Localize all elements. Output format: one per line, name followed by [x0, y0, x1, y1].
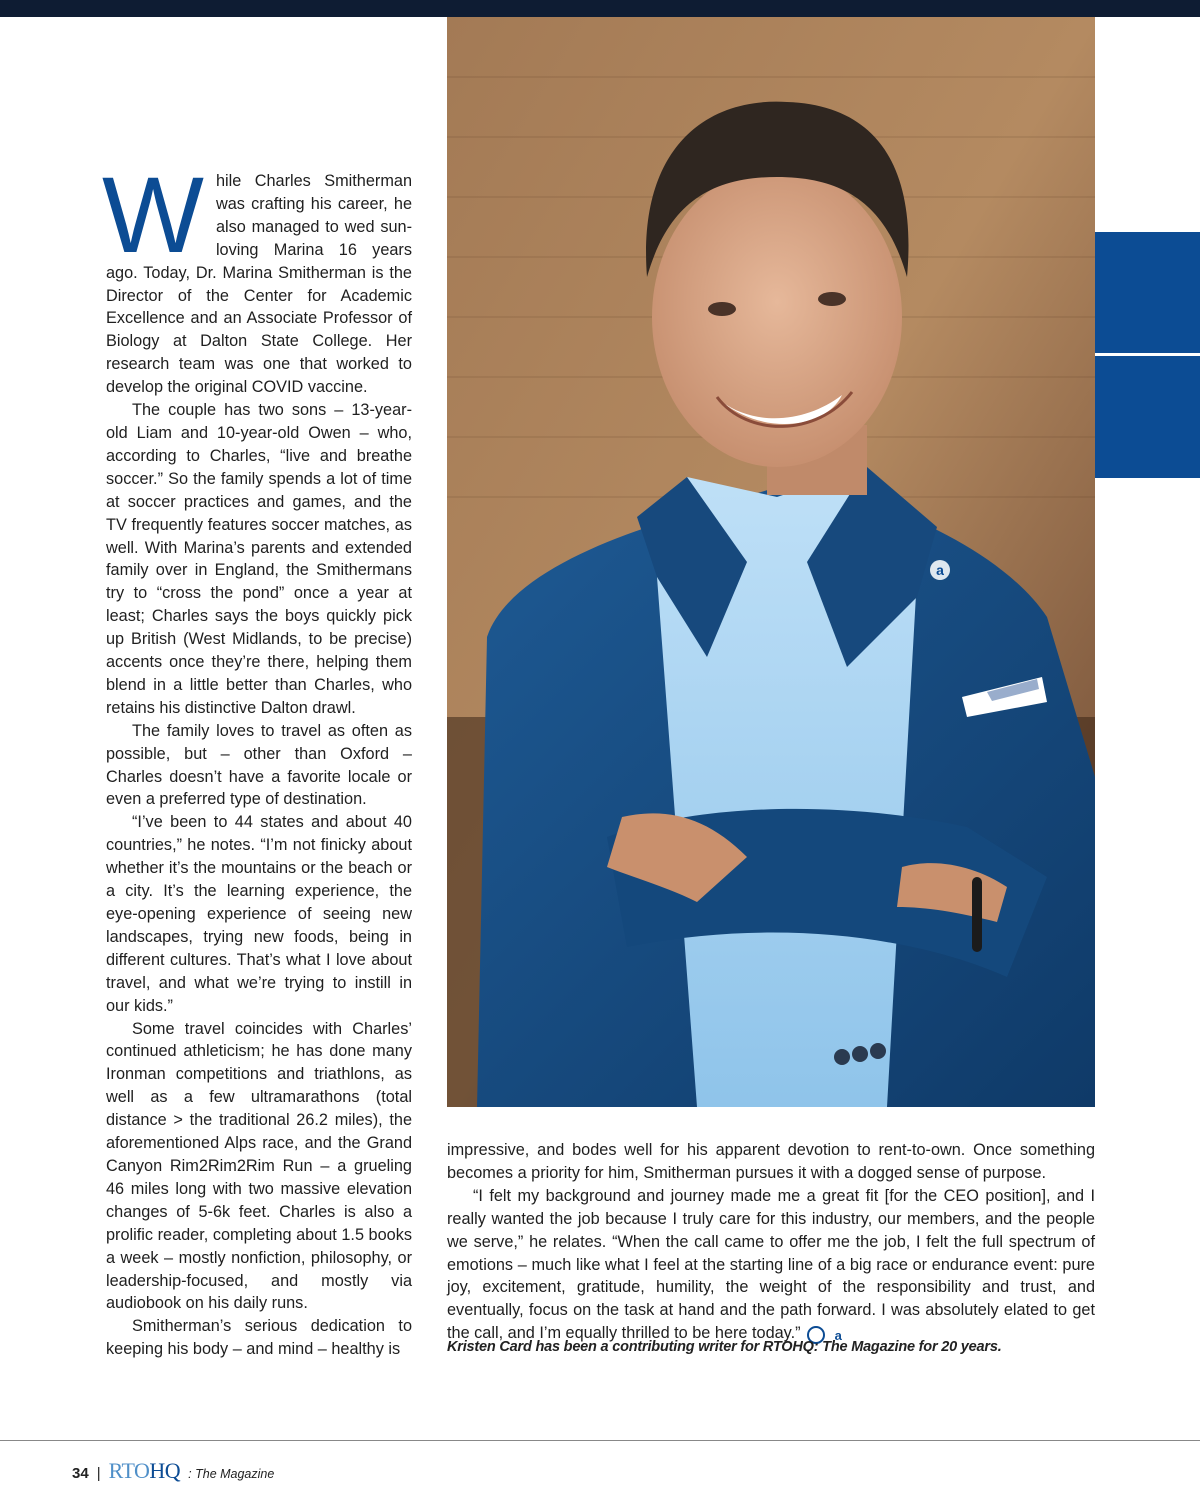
- lapel-pin: a: [936, 562, 944, 578]
- article-left-column: [102, 154, 412, 1361]
- article-paragraph: impressive, and bodes well for his apparent devotion to rent-to-own. Once something becomes a priority for him, Smitherman pursues it with a dogged sense of purpose.: [447, 1141, 1095, 1182]
- paragraph-text: hile Charles Smitherman was crafting his career, he also managed to wed sun-loving Marina 16 years ago. Today, Dr. Marina Smitherman is the Director of the Center for Academic Excellence and an Associate Professor of Biology at Dalton State College. Her research team was one that worked to develop the original COVID vaccine.: [106, 172, 412, 397]
- side-tab-lower: [1095, 356, 1200, 478]
- footer-separator: |: [96, 1465, 101, 1482]
- logo-rto: RTO: [108, 1458, 150, 1483]
- article-right-column: [447, 1139, 1095, 1345]
- top-bar: [0, 0, 1200, 17]
- article-paragraph: The couple has two sons – 13-year-old Liam and 10-year-old Owen – who, according to Charles, “live and breathe soccer.” So the family spends a lot of time at soccer practices and games, and the TV frequently features soccer matches, as well. With Marina’s parents and extended family over in England, the Smithermans try to “cross the pond” once a year at least; Charles says the boys quickly pick up British (West Midlands, to be precise) accents once they’re there, helping them blend in a little better than Charles, who retains his distinctive Dalton drawl.: [106, 401, 412, 717]
- article-paragraph: “I’ve been to 44 states and about 40 countries,” he notes. “I’m not finicky about whether it’s the mountains or the beach or a city. It’s the learning experience, the eye-opening experience of seeing new landscapes, trying new foods, being in different cultures. That’s what I love about travel, and what we’re trying to instill in our kids.”: [106, 813, 412, 1015]
- portrait-photo: [447, 17, 1095, 1107]
- end-of-article-icon: a: [807, 1326, 825, 1344]
- article-paragraph: [447, 1185, 1095, 1345]
- footer-rule: [0, 1440, 1200, 1441]
- article-paragraph: The family loves to travel as often as possible, but – other than Oxford – Charles doesn’t have a favorite locale or even a preferred type of destination.: [106, 721, 412, 809]
- article-paragraph: [102, 154, 412, 399]
- drop-cap: W: [102, 154, 204, 275]
- page-footer: [72, 1458, 274, 1484]
- magazine-logo: [109, 1458, 181, 1484]
- page-number: 34: [72, 1465, 89, 1482]
- magazine-subtitle: : The Magazine: [188, 1467, 275, 1481]
- side-tab-upper: [1095, 232, 1200, 353]
- author-bio: Kristen Card has been a contributing writer for RTOHQ: The Magazine for 20 years.: [447, 1339, 1002, 1355]
- article-paragraph: Some travel coincides with Charles’ continued athleticism; he has done many Ironman competitions and triathlons, as well as a few ultramarathons (total distance > the traditional 26.2 miles), the aforementioned Alps race, and the Grand Canyon Rim2Rim2Rim Run – a grueling 46 miles long with two massive elevation changes of 5-6k feet. Charles is also a prolific reader, completing about 1.5 books a week – mostly nonfiction, philosophy, or leadership-focused, and mostly via audiobook on his daily runs.: [106, 1019, 412, 1313]
- logo-hq: HQ: [149, 1458, 181, 1483]
- paragraph-text: “I felt my background and journey made me a great fit [for the CEO position], and I really wanted the job because I truly care for this industry, our members, and the people we serve,” he relates. “When the call came to offer me the job, I felt the full spectrum of emotions – much like what I feel at the starting line of a big race or endurance event: pure joy, excitement, gratitude, humility, the weight of the responsibility and trust, and eventually, focus on the task at hand and the path forward. I was absolutely elated to get the call, and I’m equally thrilled to be here today.”: [447, 1186, 1095, 1343]
- article-paragraph: Smitherman’s serious dedication to keeping his body – and mind – healthy is: [106, 1317, 412, 1359]
